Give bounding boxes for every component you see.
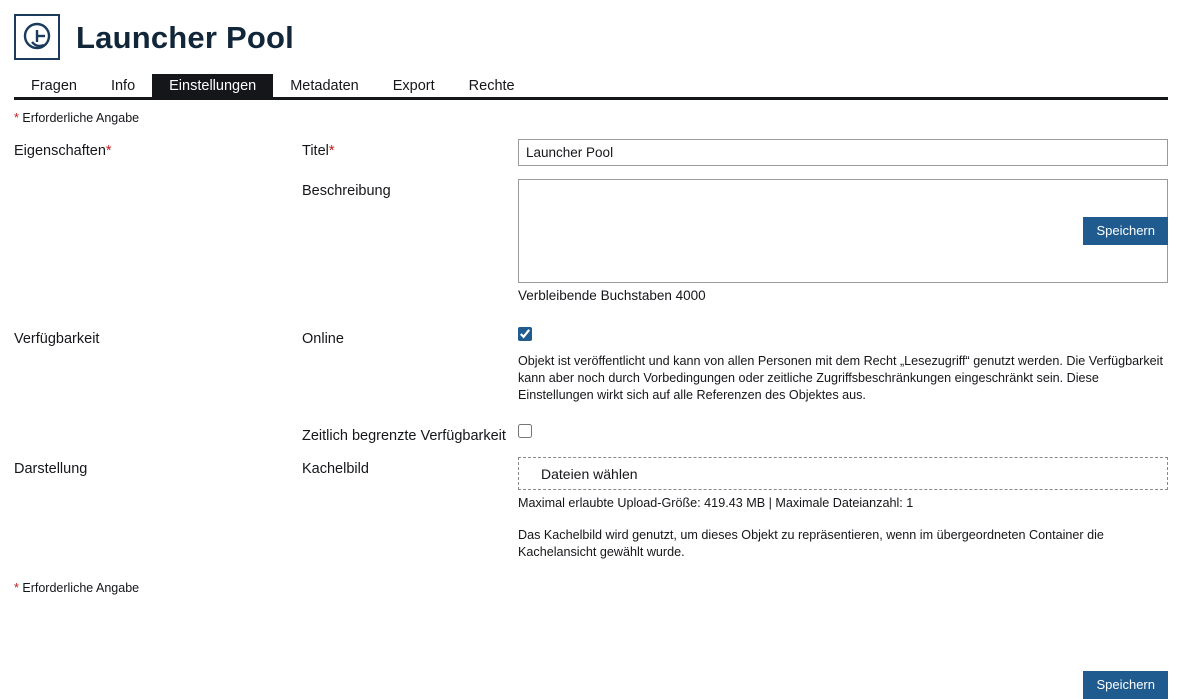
description-textarea[interactable] bbox=[518, 179, 1168, 283]
tab-info[interactable]: Info bbox=[110, 77, 136, 94]
field-label-online bbox=[302, 327, 518, 404]
required-note-text: Erforderliche Angabe bbox=[22, 111, 140, 125]
row-properties-description bbox=[14, 179, 1168, 303]
tile-image-description: Das Kachelbild wird genutzt, um dieses Objekt zu repräsentieren, wenn im übergeordneten Container die Kachelansicht gewählt wurde. bbox=[518, 528, 1104, 559]
section-heading-properties bbox=[14, 139, 302, 166]
field-label-description bbox=[302, 179, 518, 303]
section-heading-availability-label: Verfügbarkeit bbox=[14, 331, 100, 347]
upload-limits-text: Maximal erlaubte Upload-Größe: 419.43 MB | Maximale Dateianzahl: 1 bbox=[518, 496, 914, 510]
field-timed-wrap bbox=[518, 424, 1168, 444]
section-spacer-2 bbox=[14, 424, 302, 444]
tab-export[interactable]: Export bbox=[392, 77, 435, 94]
file-dropzone-label: Dateien wählen bbox=[541, 465, 638, 482]
title-input[interactable] bbox=[518, 139, 1168, 166]
field-label-title-text: Titel bbox=[302, 143, 329, 159]
save-button-bottom[interactable]: Speichern bbox=[1083, 671, 1168, 699]
section-heading-availability bbox=[14, 327, 302, 404]
field-label-online-text: Online bbox=[302, 331, 344, 347]
field-tile-image-wrap bbox=[518, 457, 1170, 561]
page-title: Launcher Pool bbox=[76, 19, 294, 55]
required-marker-properties: * bbox=[105, 143, 112, 159]
required-note-bottom bbox=[14, 581, 1168, 595]
app-header bbox=[0, 0, 1182, 62]
settings-form bbox=[0, 111, 1182, 692]
field-label-timed-text: Zeitlich begrenzte Verfügbarkeit bbox=[302, 428, 506, 444]
remaining-chars-label: Verbleibende Buchstaben 4000 bbox=[518, 288, 706, 303]
field-online-wrap bbox=[518, 327, 1170, 404]
tab-einstellungen[interactable]: Einstellungen bbox=[152, 74, 273, 101]
field-title-wrap bbox=[518, 139, 1168, 166]
online-description: Objekt ist veröffentlicht und kann von allen Personen mit dem Recht „Lesezugriff“ genutzt werden. Die Verfügbarkeit kann aber noch durch Vorbedingungen oder zeitliche Zugriffsbeschränkungen eingeschränkt sein. Diese Einstellungen wirkt sich auf alle Referenzen des Objektes aus. bbox=[518, 354, 1163, 402]
required-note-bottom-text: Erforderliche Angabe bbox=[22, 581, 140, 595]
row-display-tile-image bbox=[14, 457, 1168, 561]
row-availability-online bbox=[14, 327, 1168, 404]
file-dropzone[interactable] bbox=[518, 457, 1168, 490]
save-button-top[interactable]: Speichern bbox=[1083, 217, 1168, 245]
field-label-timed bbox=[302, 424, 518, 444]
section-heading-display bbox=[14, 457, 302, 561]
row-availability-timed bbox=[14, 424, 1168, 444]
section-spacer-1 bbox=[14, 179, 302, 303]
required-marker-bottom: * bbox=[14, 581, 19, 595]
tab-metadaten[interactable]: Metadaten bbox=[290, 77, 359, 94]
circle-g-logo-icon bbox=[14, 14, 60, 60]
section-heading-display-label: Darstellung bbox=[14, 461, 88, 477]
tab-rechte[interactable]: Rechte bbox=[468, 77, 515, 94]
field-description-wrap bbox=[518, 179, 1168, 303]
field-label-title bbox=[302, 139, 518, 166]
field-label-tile-image-text: Kachelbild bbox=[302, 461, 369, 477]
row-properties-title bbox=[14, 139, 1168, 166]
section-heading-properties-label: Eigenschaften bbox=[14, 143, 106, 159]
required-marker: * bbox=[14, 111, 19, 125]
field-label-tile-image bbox=[302, 457, 518, 561]
online-checkbox[interactable] bbox=[518, 327, 532, 341]
tab-bar bbox=[14, 72, 1168, 100]
tab-fragen[interactable]: Fragen bbox=[31, 77, 77, 94]
required-marker-title: * bbox=[328, 143, 335, 159]
required-note-top bbox=[14, 111, 1168, 125]
field-label-description-text: Beschreibung bbox=[302, 183, 391, 199]
timed-availability-checkbox[interactable] bbox=[518, 424, 532, 438]
